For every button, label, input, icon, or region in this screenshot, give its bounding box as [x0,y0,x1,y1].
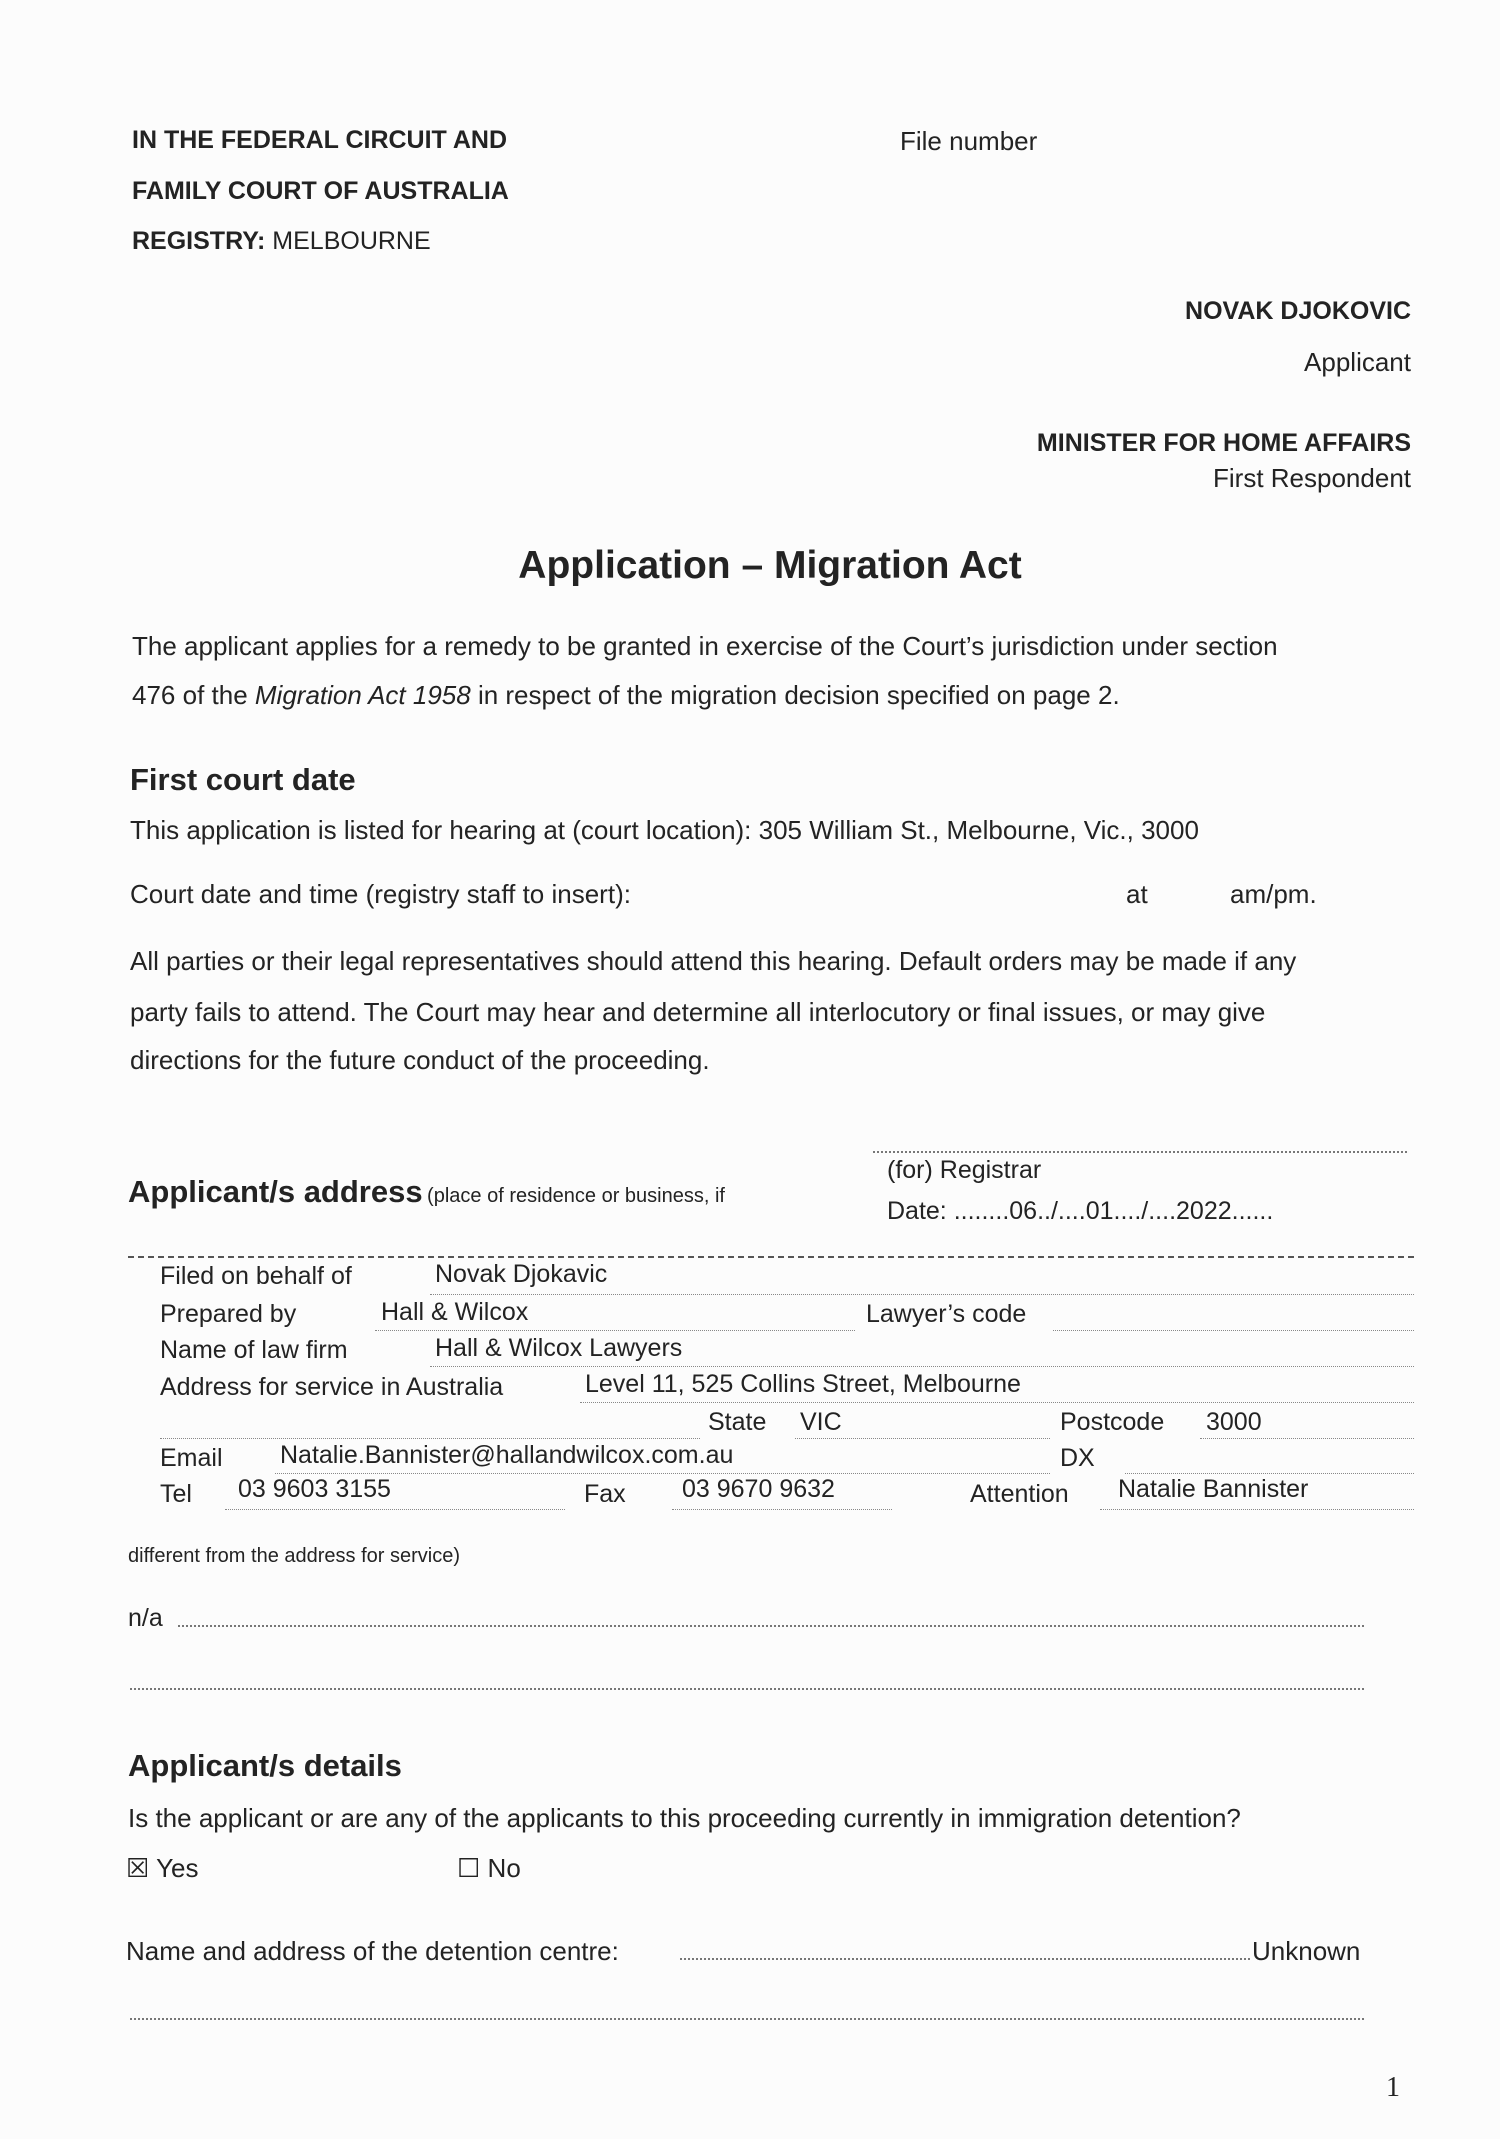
attend-line3: directions for the future conduct of the proceeding. [130,1045,710,1075]
fax-value[interactable]: 03 9670 9632 [682,1475,835,1503]
address-value[interactable]: Level 11, 525 Collins Street, Melbourne [585,1370,1021,1398]
lawyers-code-label: Lawyer’s code [866,1300,1027,1328]
intro-text: in respect of the migration decision specified on page 2. [470,680,1120,710]
law-firm-label: Name of law firm [160,1336,348,1364]
tel-label: Tel [160,1480,192,1508]
registrar-date: Date: ........06../....01..../....2022...... [887,1197,1274,1225]
registrar-label: (for) Registrar [887,1156,1042,1184]
registry-value: MELBOURNE [272,227,431,255]
yes-label: Yes [156,1853,199,1883]
divider [128,1256,1414,1258]
respondent-name: MINISTER FOR HOME AFFAIRS [1036,429,1411,457]
tel-value[interactable]: 03 9603 3155 [238,1475,391,1503]
heading-text: Applicant/s address [128,1174,423,1209]
field-line [1100,1509,1414,1510]
no-option[interactable] [457,1855,521,1881]
detention-question: Is the applicant or are any of the applicants to this proceeding currently in immigration detention? [128,1803,1241,1833]
checkbox-checked-icon[interactable]: ☒ [126,1853,150,1883]
field-line [130,2018,1364,2020]
respondent-role: First Respondent [1213,463,1411,493]
field-line [680,1958,1250,1960]
intro-line2 [132,682,1120,708]
field-line [375,1330,855,1331]
prepared-by-value[interactable]: Hall & Wilcox [381,1298,529,1326]
court-time-ampm: am/pm. [1230,879,1317,909]
attend-line1: All parties or their legal representatives should attend this hearing. Default orders may be made if any [130,946,1297,976]
court-name-line1: IN THE FEDERAL CIRCUIT AND [132,126,507,154]
filed-on-behalf-label: Filed on behalf of [160,1262,352,1290]
field-line [430,1294,1414,1295]
court-date-label: Court date and time (registry staff to insert): [130,879,631,909]
dx-label: DX [1060,1444,1095,1472]
applicant-address-note: different from the address for service) [128,1545,460,1567]
state-value[interactable]: VIC [800,1408,842,1436]
law-firm-value[interactable]: Hall & Wilcox Lawyers [435,1334,683,1362]
dx-field[interactable] [1125,1473,1414,1474]
registrar-signature-line [873,1151,1407,1153]
field-line [160,1438,700,1439]
state-label: State [708,1408,767,1436]
applicant-details-heading: Applicant/s details [128,1748,402,1783]
detention-centre-label: Name and address of the detention centre: [126,1936,619,1966]
field-line [430,1366,1414,1367]
attention-label: Attention [970,1480,1069,1508]
applicant-name: NOVAK DJOKOVIC [1185,297,1411,325]
registry [132,229,431,254]
page-number: 1 [1386,2072,1400,2103]
filed-on-behalf-value[interactable]: Novak Djokavic [435,1260,608,1288]
court-time-at: at [1126,879,1148,909]
attend-line2: party fails to attend. The Court may hear and determine all interlocutory or final issues, or may give [130,997,1266,1027]
detention-centre-value[interactable]: Unknown [1252,1936,1361,1966]
court-name-line2: FAMILY COURT OF AUSTRALIA [132,177,509,205]
court-location: This application is listed for hearing at (court location): 305 William St., Melbourne, Vic., 3000 [130,815,1199,845]
field-line [130,1688,1364,1690]
field-line [178,1625,1364,1627]
field-line [225,1509,565,1510]
address-label: Address for service in Australia [160,1373,504,1401]
act-name: Migration Act 1958 [254,680,471,710]
field-line [275,1473,1050,1474]
attention-value[interactable]: Natalie Bannister [1118,1475,1309,1503]
checkbox-unchecked-icon[interactable]: ☐ [457,1853,481,1883]
field-line [580,1402,1414,1403]
first-court-date-heading: First court date [130,762,356,797]
applicant-role: Applicant [1304,347,1411,377]
page-title: Application – Migration Act [518,544,1022,587]
applicant-address-heading [128,1176,725,1207]
email-label: Email [160,1444,223,1472]
applicant-address-value[interactable]: n/a [128,1604,163,1632]
lawyers-code-field[interactable] [1053,1330,1414,1331]
prepared-by-label: Prepared by [160,1300,297,1328]
postcode-label: Postcode [1060,1408,1165,1436]
intro-text: 476 of the [132,680,255,710]
field-line [1200,1438,1414,1439]
field-line [795,1438,1050,1439]
intro-line1: The applicant applies for a remedy to be granted in exercise of the Court’s jurisdiction under section [132,631,1278,661]
fax-label: Fax [584,1480,626,1508]
registry-label: REGISTRY: [132,227,266,255]
no-label: No [487,1853,521,1883]
file-number-label: File number [900,126,1038,156]
field-line [672,1509,892,1510]
email-value[interactable]: Natalie.Bannister@hallandwilcox.com.au [280,1441,734,1469]
heading-note: (place of residence or business, if [427,1185,725,1207]
yes-option[interactable] [126,1855,199,1881]
postcode-value[interactable]: 3000 [1206,1408,1262,1436]
